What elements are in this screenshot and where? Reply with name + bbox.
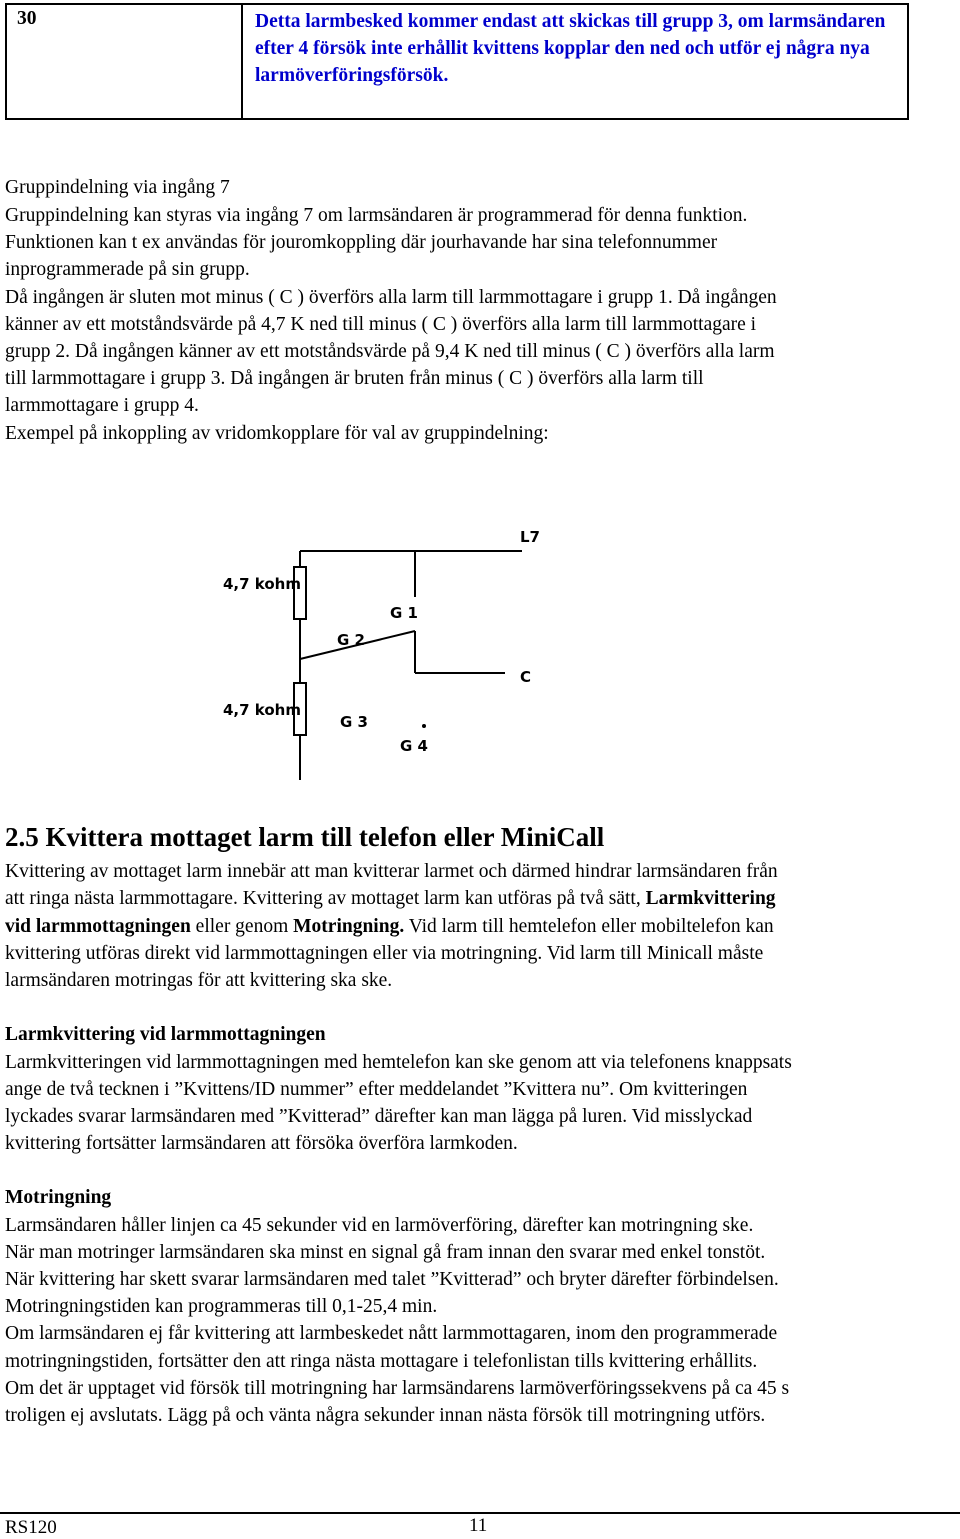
- paragraph-line: kvittering fortsätter larmsändaren att försöka överföra larmkoden.: [5, 1133, 518, 1154]
- resistor-2-label: 4,7 kohm: [223, 701, 301, 719]
- paragraph-line: Kvittering av mottaget larm innebär att man kvitterar larmet och därmed hindrar larmsändaren från: [5, 861, 778, 882]
- paragraph-line: Exempel på inkoppling av vridomkopplare för val av gruppindelning:: [5, 423, 549, 444]
- section-heading-gruppindelning: Gruppindelning via ingång 7: [5, 177, 230, 198]
- table-number-cell: 30: [7, 5, 243, 118]
- paragraph-line: larmsändaren motringas för att kvittering ska ske.: [5, 970, 393, 991]
- paragraph-line: inprogrammerade på sin grupp.: [5, 259, 250, 280]
- paragraph-line: [5, 913, 935, 940]
- paragraph-line: Då ingången är sluten mot minus ( C ) överförs alla larm till larmmottagare i grupp 1. Då ingången: [5, 287, 777, 308]
- paragraph-line: larmmottagare i grupp 4.: [5, 395, 199, 416]
- paragraph-line: Motringningstiden kan programmeras till 0,1-25,4 min.: [5, 1296, 438, 1317]
- bold-term-motringning: Motringning.: [293, 916, 405, 937]
- paragraph-line: troligen ej avslutats. Lägg på och vänta några sekunder innan nästa försök till motringning utförs.: [5, 1405, 766, 1426]
- paragraph-line: till larmmottagare i grupp 3. Då ingången är bruten från minus ( C ) överförs alla larm till: [5, 368, 704, 389]
- paragraph-line: Om larmsändaren ej får kvittering att larmbeskedet nått larmmottagaren, inom den programmerade: [5, 1323, 778, 1344]
- paragraph-line: Om det är upptaget vid försök till motringning har larmsändarens larmöverföringssekvens på ca 45 s: [5, 1378, 790, 1399]
- l7-label: L7: [520, 528, 540, 546]
- section-heading-kvittera: [5, 824, 935, 851]
- paragraph-line: När kvittering har skett svarar larmsändaren med talet ”Kvitterad” och bryter därefter förbindelsen.: [5, 1269, 779, 1290]
- g4-contact-dot: [422, 724, 426, 728]
- g2-label: G 2: [337, 631, 365, 649]
- paragraph-line: ange de två tecknen i ”Kvittens/ID nummer” efter meddelandet ”Kvittera nu”. Om kvitteringen: [5, 1079, 748, 1100]
- footer-document-id: RS120: [5, 1517, 57, 1538]
- rotary-switch-diagram: [200, 505, 560, 785]
- table-text-cell: Detta larmbesked kommer endast att skickas till grupp 3, om larmsändaren efter 4 försök inte erhållit kvittens kopplar den ned och utför ej några nya larmöverföringsförsök.: [255, 11, 886, 86]
- bold-term-larmkvittering: Larmkvittering: [645, 888, 776, 909]
- paragraph-line: Larmkvitteringen vid larmmottagningen med hemtelefon kan ske genom att via telefonens knappsats: [5, 1052, 792, 1073]
- paragraph-line: känner av ett motståndsvärde på 4,7 K ned till minus ( C ) överförs alla larm till larmmottagare i: [5, 314, 757, 335]
- paragraph-line: Gruppindelning kan styras via ingång 7 om larmsändaren är programmerad för denna funktion.: [5, 205, 748, 226]
- paragraph-line: När man motringer larmsändaren ska minst en signal gå fram innan den svarar med enkel tonstöt.: [5, 1242, 766, 1263]
- c-label: C: [520, 668, 532, 686]
- paragraph-line: Larmsändaren håller linjen ca 45 sekunder vid en larmöverföring, därefter kan motringning ske.: [5, 1215, 754, 1236]
- paragraph-line: Funktionen kan t ex användas för jouromkoppling där jourhavande har sina telefonnummer: [5, 232, 718, 253]
- text-run: Vid larm till hemtelefon eller mobiltelefon kan: [404, 916, 774, 937]
- section-heading-larmkvittering: Larmkvittering vid larmmottagningen: [5, 1024, 326, 1045]
- resistor-1-label: 4,7 kohm: [223, 575, 301, 593]
- paragraph-line: [5, 885, 935, 912]
- paragraph-line: lyckades svarar larmsändaren med ”Kvitterad” därefter kan man lägga på luren. Vid misslyckad: [5, 1106, 753, 1127]
- section-title: Kvittera mottaget larm till telefon eller MiniCall: [45, 822, 605, 852]
- page-footer: [0, 1512, 960, 1538]
- g1-label: G 1: [390, 604, 418, 622]
- paragraph-line: motringningstiden, fortsätter den att ringa nästa mottagare i telefonlistan tills kvittering erhållits.: [5, 1351, 758, 1372]
- paragraph-line: grupp 2. Då ingången känner av ett motståndsvärde på 9,4 K ned till minus ( C ) överförs alla larm: [5, 341, 775, 362]
- bold-term-vid-larmmottagningen: vid larmmottagningen: [5, 916, 191, 937]
- g4-label: G 4: [400, 737, 428, 755]
- text-run: eller genom: [190, 916, 294, 937]
- text-run: att ringa nästa larmmottagare. Kvittering av mottaget larm kan utföras på två sätt,: [5, 888, 646, 909]
- section-number: 2.5: [5, 822, 39, 852]
- alarm-table-row: [5, 3, 909, 120]
- page-number: 11: [469, 1515, 488, 1536]
- paragraph-line: kvittering utföras direkt vid larmmottagningen eller via motringning. Vid larm till Minicall måste: [5, 943, 764, 964]
- section-heading-motringning: Motringning: [5, 1187, 112, 1208]
- g3-label: G 3: [340, 713, 368, 731]
